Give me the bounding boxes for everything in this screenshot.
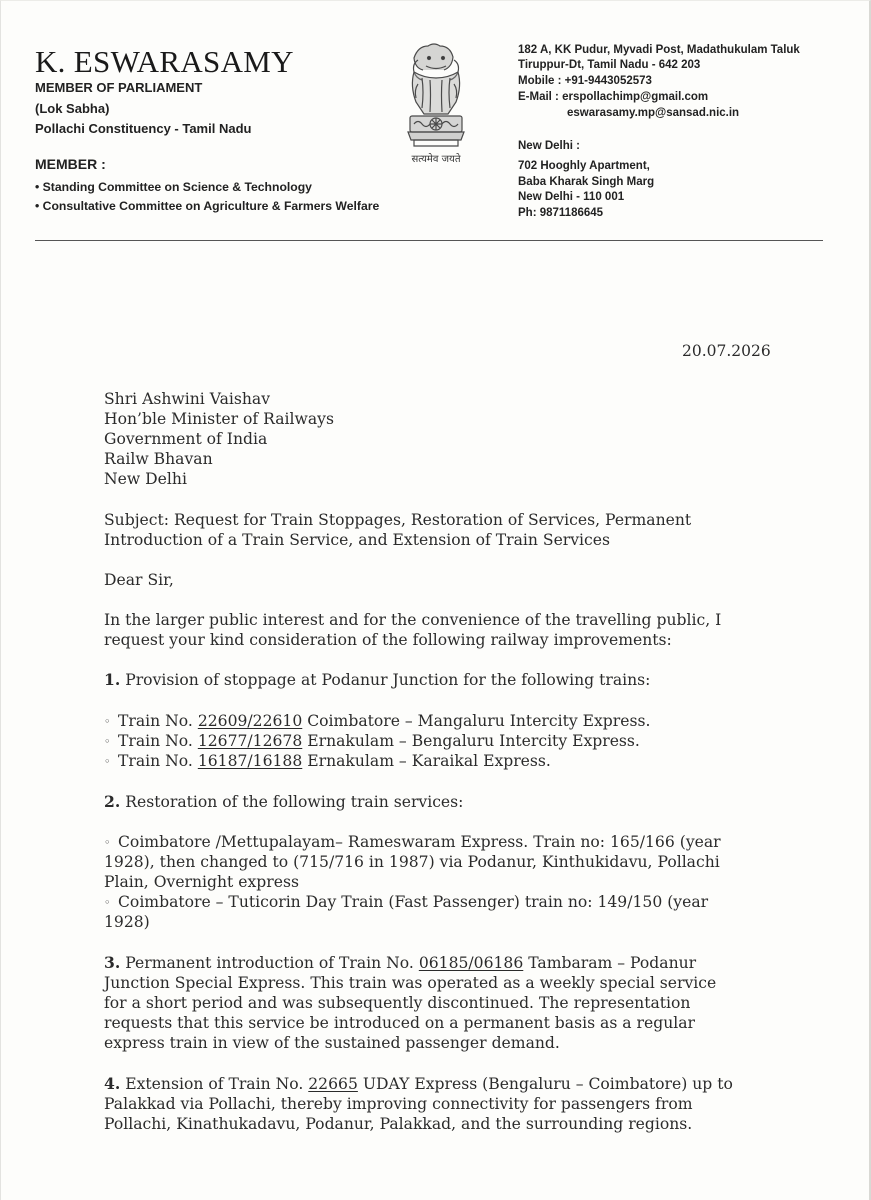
recipient-line: Railw Bhavan [104,450,213,468]
train-number: 22609/22610 [197,712,303,730]
letterhead-name: K. ESWARASAMY [35,44,294,79]
train-description: Coimbatore – Mangaluru Intercity Express. [302,712,651,730]
section-3-line: for a short period and was subsequently discontinued. The representation [104,994,691,1012]
bullet-icon: ◦ [104,755,111,768]
section-4-line [104,1074,733,1094]
recipient-line: New Delhi [104,470,187,488]
letterhead-title: MEMBER OF PARLIAMENT [35,80,203,95]
subject-line: Introduction of a Train Service, and Extension of Train Services [104,531,611,549]
list-item [104,711,650,732]
restoration-text: Coimbatore /Mettupalayam– Rameswaram Express. Train no: 165/166 (year [118,833,721,851]
train-prefix: Train No. [118,712,198,730]
email-primary: E-Mail : erspollachimp@gmail.com [518,91,709,103]
letterhead-constituency: Pollachi Constituency - Tamil Nadu [35,121,252,136]
bullet-icon: ◦ [104,715,111,728]
letterhead-divider [35,240,823,241]
committee-item: • Consultative Committee on Agriculture & Farmers Welfare [35,199,380,213]
train-prefix: Train No. [118,752,198,770]
section-2-heading [104,792,463,812]
delhi-address-line: Baba Kharak Singh Marg [518,176,655,188]
section-3-line: requests that this service be introduced on a permanent basis as a regular [104,1014,695,1032]
list-item [104,892,708,913]
delhi-phone: Ph: 9871186645 [518,207,604,219]
committee-item: • Standing Committee on Science & Technology [35,180,312,194]
delhi-address-line: 702 Hooghly Apartment, [518,160,650,172]
section-text: Permanent introduction of Train No. [120,954,419,972]
section-4-line: Pollachi, Kinathukadavu, Podanur, Palakkad, and the surrounding regions. [104,1115,693,1133]
delhi-address-heading: New Delhi : [518,140,580,152]
list-item-continuation: 1928) [104,913,150,931]
intro-line: request your kind consideration of the following railway improvements: [104,631,672,649]
local-address-line: Tiruppur-Dt, Tamil Nadu - 642 203 [518,59,701,71]
section-heading-text: Provision of stoppage at Podanur Junction for the following trains: [120,671,651,689]
member-heading: MEMBER : [35,156,106,172]
bullet-icon: ◦ [104,896,111,909]
intro-line: In the larger public interest and for the convenience of the travelling public, I [104,611,722,629]
section-number: 4. [104,1074,121,1093]
list-item [104,751,551,772]
emblem-motto: सत्यमेव जयते [411,154,461,165]
local-address-line: 182 A, KK Pudur, Myvadi Post, Madathukulam Taluk [518,44,800,56]
list-item [104,832,721,853]
email-secondary: eswarasamy.mp@sansad.nic.in [567,107,740,119]
letterhead-house: (Lok Sabha) [35,101,110,116]
list-item [104,731,640,752]
delhi-address-line: New Delhi - 110 001 [518,191,625,203]
list-item-continuation: 1928), then changed to (715/716 in 1987) via Podanur, Kinthukidavu, Pollachi [104,853,720,871]
train-prefix: Train No. [118,732,198,750]
recipient-line: Government of India [104,430,268,448]
section-1-heading [104,670,650,690]
train-number: 12677/12678 [197,732,303,750]
mobile-number: Mobile : +91-9443052573 [518,75,652,87]
train-number: 22665 [308,1075,358,1093]
section-text: Tambaram – Podanur [523,954,697,972]
section-3-line: express train in view of the sustained passenger demand. [104,1034,560,1052]
section-3-line: Junction Special Express. This train was operated as a weekly special service [104,974,717,992]
national-emblem-icon [396,40,476,166]
recipient-line: Shri Ashwini Vaishav [104,390,271,408]
bullet-icon: ◦ [104,836,111,849]
section-number: 3. [104,953,121,972]
restoration-text: Coimbatore – Tuticorin Day Train (Fast Passenger) train no: 149/150 (year [118,893,709,911]
train-number: 06185/06186 [418,954,524,972]
section-number: 1. [104,670,121,689]
section-text: UDAY Express (Bengaluru – Coimbatore) up to [357,1075,733,1093]
section-4-line: Palakkad via Pollachi, thereby improving connectivity for passengers from [104,1095,693,1113]
train-description: Ernakulam – Bengaluru Intercity Express. [302,732,640,750]
section-number: 2. [104,792,121,811]
train-number: 16187/16188 [197,752,303,770]
section-text: Extension of Train No. [120,1075,309,1093]
salutation: Dear Sir, [104,571,174,589]
subject-line: Subject: Request for Train Stoppages, Restoration of Services, Permanent [104,511,692,529]
section-3-line [104,953,696,973]
recipient-line: Hon’ble Minister of Railways [104,410,334,428]
section-heading-text: Restoration of the following train services: [120,793,464,811]
train-description: Ernakulam – Karaikal Express. [302,752,551,770]
bullet-icon: ◦ [104,735,111,748]
list-item-continuation: Plain, Overnight express [104,873,299,891]
letter-date: 20.07.2026 [682,342,771,360]
